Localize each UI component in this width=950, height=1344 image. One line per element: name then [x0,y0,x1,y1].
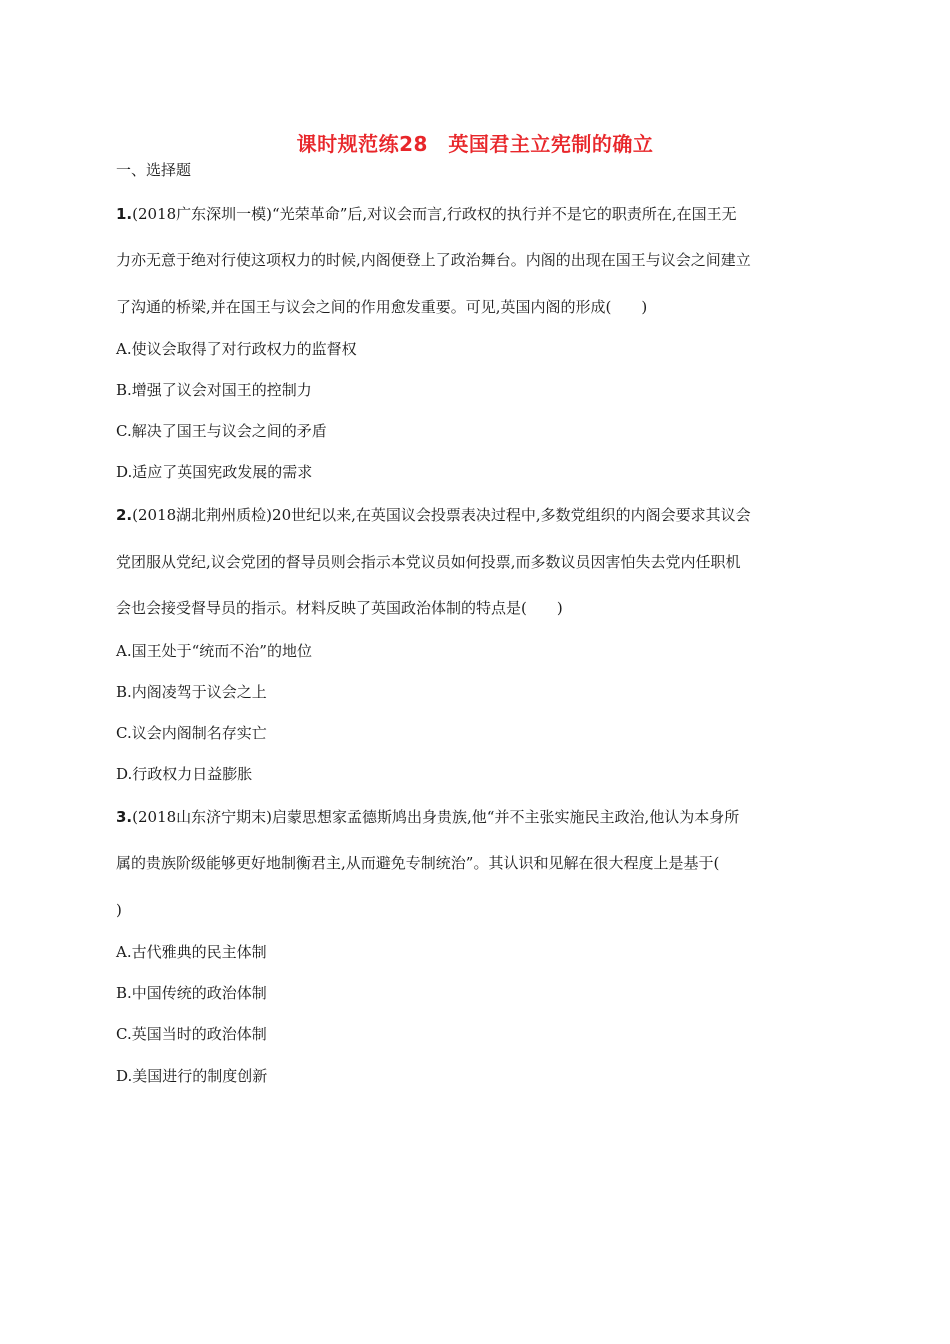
question-3-line-1 [116,807,739,827]
question-1-option-d: D.适应了英国宪政发展的需求 [116,463,313,481]
question-text: (2018广东深圳一模)“光荣革命”后,对议会而言,行政权的执行并不是它的职责所在,在国王无 [132,205,737,223]
question-1-option-c: C.解决了国王与议会之间的矛盾 [116,422,327,440]
question-3-option-d: D.美国进行的制度创新 [116,1067,268,1085]
question-number: 1. [116,205,133,223]
section-heading: 一、选择题 [116,161,192,179]
question-1-option-b: B.增强了议会对国王的控制力 [116,381,312,399]
question-1-option-a: A.使议会取得了对行政权力的监督权 [116,340,357,358]
question-3-option-a: A.古代雅典的民主体制 [116,943,267,961]
question-3-line-3: ) [116,901,122,919]
question-text: (2018湖北荆州质检)20世纪以来,在英国议会投票表决过程中,多数党组织的内阁会要求其议会 [132,506,751,524]
question-text: (2018山东济宁期末)启蒙思想家孟德斯鸠出身贵族,他“并不主张实施民主政治,他认为本身所 [132,808,740,826]
question-3-line-2: 属的贵族阶级能够更好地制衡君主,从而避免专制统治”。其认识和见解在很大程度上是基于( [116,854,720,872]
question-2-option-a: A.国王处于“统而不治”的地位 [116,642,312,660]
question-number: 2. [116,506,133,524]
question-3-option-b: B.中国传统的政治体制 [116,984,267,1002]
question-2-line-2: 党团服从党纪,议会党团的督导员则会指示本党议员如何投票,而多数议员因害怕失去党内任职机 [116,553,741,571]
question-2-option-d: D.行政权力日益膨胀 [116,765,253,783]
question-1-line-1 [116,204,737,224]
question-1-line-2: 力亦无意于绝对行使这项权力的时候,内阁便登上了政治舞台。内阁的出现在国王与议会之间建立 [116,251,751,269]
question-3-option-c: C.英国当时的政治体制 [116,1025,267,1043]
page-title: 课时规范练28 英国君主立宪制的确立 [296,132,654,156]
question-1-line-3: 了沟通的桥梁,并在国王与议会之间的作用愈发重要。可见,英国内阁的形成( ) [116,298,648,316]
question-2-line-3: 会也会接受督导员的指示。材料反映了英国政治体制的特点是( ) [116,599,563,617]
question-2-line-1 [116,505,751,525]
question-2-option-c: C.议会内阁制名存实亡 [116,724,267,742]
question-number: 3. [116,808,133,826]
question-2-option-b: B.内阁凌驾于议会之上 [116,683,267,701]
